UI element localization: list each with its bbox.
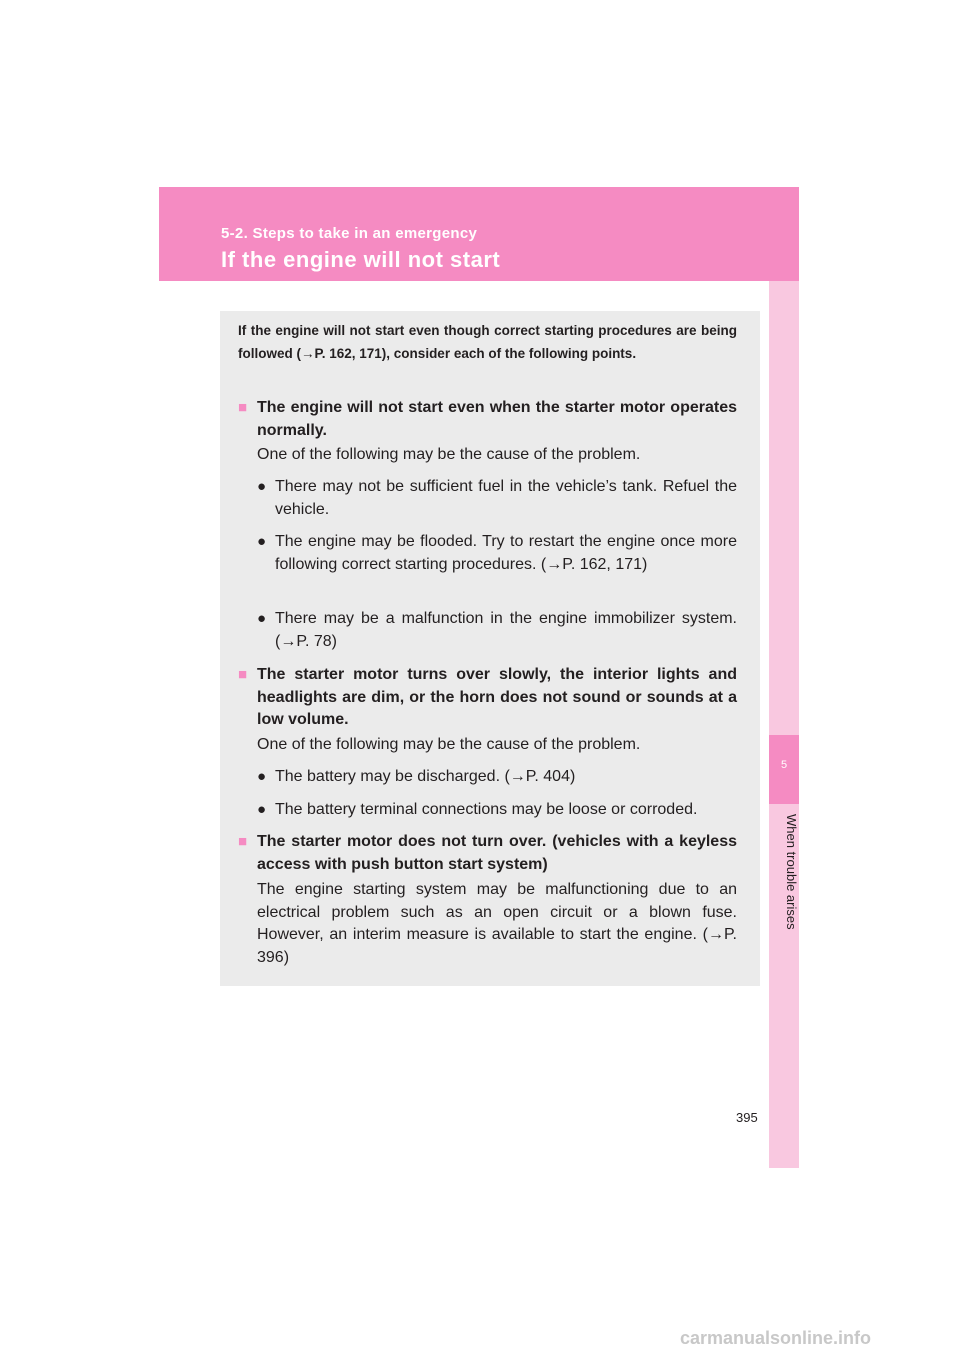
section-description: One of the following may be the cause of the problem.	[257, 446, 641, 463]
intro-text: If the engine will not start even though correct starting procedures are being followed (→P. 162, 171), consider each of the following points.	[238, 323, 737, 361]
round-bullet-icon: ●	[257, 801, 267, 818]
list-item: ● The battery terminal connections may be loose or corroded.	[257, 799, 737, 822]
section-heading: ■ The starter motor does not turn over. (vehicles with a keyless access with push button start system)	[238, 833, 737, 873]
chapter-side-tab	[769, 281, 799, 1168]
section-heading: ■ The starter motor turns over slowly, the interior lights and headlights are dim, or the horn does not sound or sounds at a low volume.	[238, 666, 737, 728]
content-panel	[220, 311, 760, 986]
page-number: 395	[736, 1110, 758, 1125]
round-bullet-icon: ●	[257, 610, 267, 627]
chapter-side-label: When trouble arises	[784, 814, 799, 930]
square-bullet-icon: ■	[238, 833, 248, 850]
square-bullet-icon: ■	[238, 666, 248, 683]
round-bullet-icon: ●	[257, 533, 267, 550]
list-item: ● The engine may be flooded. Try to restart the engine once more following correct starting procedures. (→P. 162, 171)	[257, 533, 737, 573]
section-label: 5-2. Steps to take in an emergency	[221, 225, 478, 242]
round-bullet-icon: ●	[257, 768, 267, 785]
page-title: If the engine will not start	[221, 247, 501, 272]
section-description: The engine starting system may be malfunctioning due to an electrical problem such as an open circuit or a blown fuse. However, an interim measure is available to start the engine. (→P. 396)	[257, 881, 737, 966]
list-item: ● There may be a malfunction in the engine immobilizer system. (→P. 78)	[257, 610, 737, 650]
section-description: One of the following may be the cause of the problem.	[257, 736, 641, 753]
square-bullet-icon: ■	[238, 399, 248, 416]
chapter-header	[159, 187, 799, 281]
list-item: ● There may not be sufficient fuel in the vehicle’s tank. Refuel the vehicle.	[257, 478, 737, 518]
watermark: carmanualsonline.info	[680, 1328, 872, 1348]
chapter-number-tab: 5	[769, 735, 799, 804]
section-heading: ■ The engine will not start even when the starter motor operates normally.	[238, 399, 737, 439]
round-bullet-icon: ●	[257, 478, 267, 495]
list-item: ● The battery may be discharged. (→P. 404)	[257, 766, 737, 789]
